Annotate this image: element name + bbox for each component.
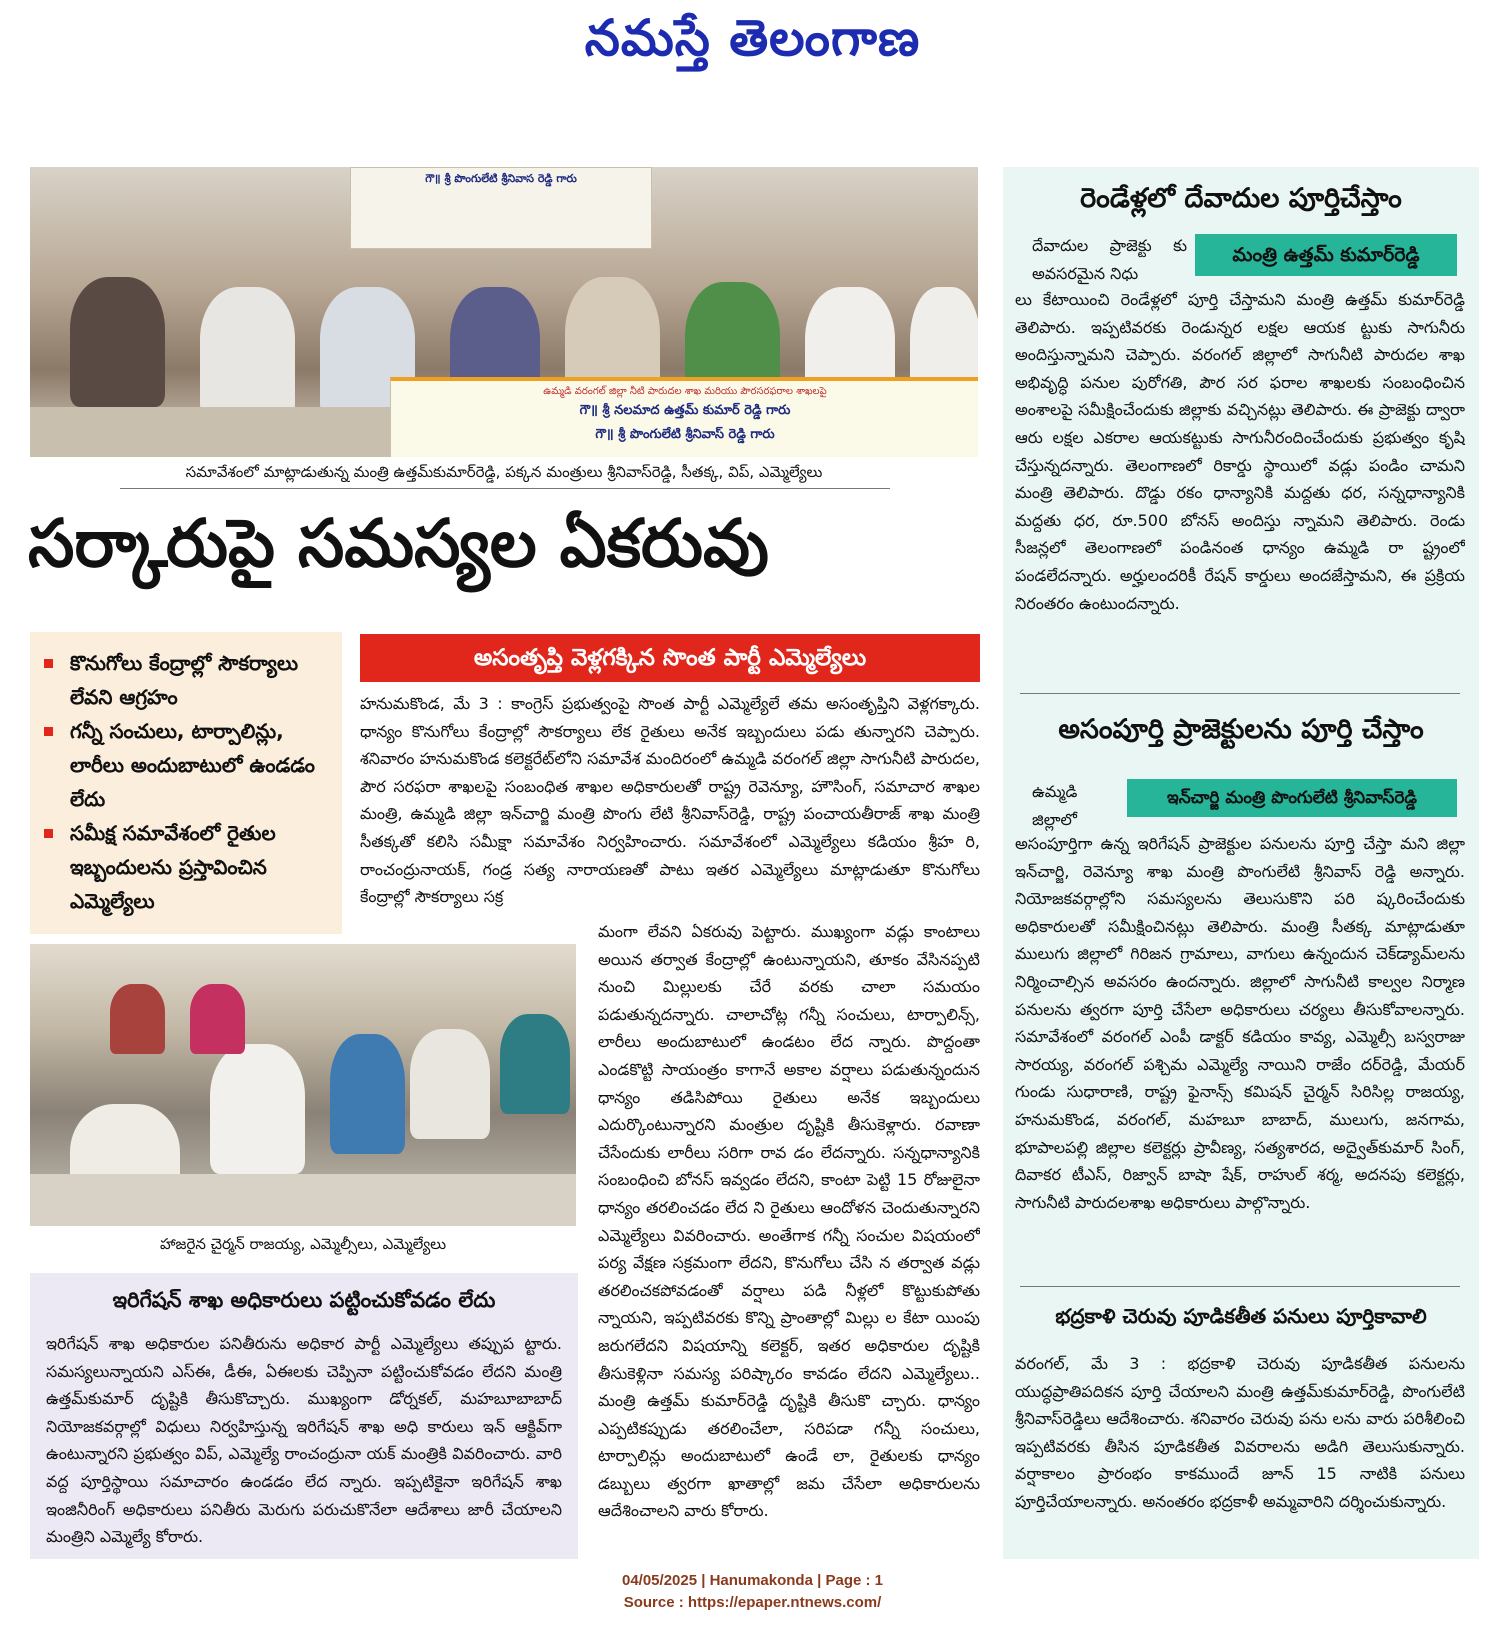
right-story-1-text xyxy=(1015,286,1465,676)
highlight-item: సమీక్ష సమావేశంలో రైతుల ఇబ్బందులను ప్రస్తావించిన ఎమ్మెల్యేలు xyxy=(40,816,332,918)
right-story-2-text xyxy=(1015,830,1465,1280)
main-story-paragraph: మంగా లేవని ఏకరువు పెట్టారు. ముఖ్యంగా వడ్లు కాంటాలు అయిన తర్వాత కేంద్రాల్లో ఉంటున్నాయని, తూకం వేసినప్పటి నుంచి మిల్లులకు చేరే వరకు చాలా సమయం పడుతున్నదన్నారు. చాలాచోట్ల గన్నీ సంచులు, టార్పాలిన్స్, లారీలు అందుబాటులో ఉండటం లేద న్నారు. పొద్దంతా ఎండకొట్టి సాయంత్రం కాగానే అకాల వర్షాలు పడుతున్నందున ధాన్యం తడిసిపోయి రైతులు అనేక ఇబ్బందులు ఎదుర్కొంటున్నారని మంత్రుల దృష్టికి తీసుకెళ్లారు. రవాణా చేసేందుకు లారీలు సరిగా రావ డం లేదన్నారు. సన్నధాన్యానికి సంబంధించి బోనస్ ఇవ్వడం లేదని, కాంటా పెట్టి 15 రోజులైనా ధాన్యం తరలించడం లేద ని రైతులు ఆందోళన చెందుతున్నారని ఎమ్మెల్యేలు వివరించారు. అంతేగాక గన్నీ సంచుల విషయంలో పర్య వేక్షణ సక్రమంగా లేదని, కొనుగోలు చేసి న తర్వాత వడ్లు తరలించకపోవడంతో వర్షాలు పడి నీళ్లలో కొట్టుకుపోతు న్నాయని, ఇప్పటివరకు కొన్ని ప్రాంతాల్లో మిల్లు ల కేటా యింపు జరుగలేదని విషయాన్ని కలెక్టర్, ఇతర అధికారుల దృష్టికి తీసుకెళ్లినా సమస్య పరిష్కారం కావడం లేదని ఎమ్మెల్యేలు.. మంత్రి ఉత్తమ్ కుమార్‌రెడ్డి దృష్టికి తీసుకొ చ్చారు. ధాన్యం ఎప్పటికప్పుడు తరలించేలా, సరిపడా గన్నీ సంచులు, టార్పాలిన్లు అందుబాటులో ఉండే లా, రైతులకు ధాన్యం డబ్బులు త్వరగా ఖాతాల్లో జమ చేసేలా అధికారులను ఆదేశించాలని వారు కోరారు. xyxy=(598,922,980,1521)
right-story-1-lead xyxy=(1032,232,1187,287)
banner-top-text: గౌ॥ శ్రీ పొంగులేటి శ్రీనివాస రెడ్డి గారు xyxy=(425,172,577,185)
main-story-part-2 xyxy=(598,918,980,1554)
top-photo xyxy=(30,167,978,457)
right-story-2-lead xyxy=(1032,778,1112,833)
caption-underline xyxy=(120,488,890,489)
right-story-1-paragraph: లు కేటాయించి రెండేళ్లలో పూర్తి చేస్తామని మంత్రి ఉత్తమ్ కుమార్‌రెడ్డి తెలిపారు. ఇప్పటివరకు రెండున్నర లక్షల ఆయక ట్టుకు సాగునీరు అందిస్తున్నామని చెప్పారు. వరంగల్ జిల్లాలో సాగునీటి పారుదల శాఖ అభివృద్ధి పనుల పురోగతి, పౌర సర ఫరాల శాఖలకు సంబంధించిన అంశాలపై సమీక్షించేందుకు జిల్లాకు వచ్చినట్లు తెలిపారు. ఈ ప్రాజెక్టు ద్వారా ఆరు లక్షల ఎకరాల ఆయకట్టుకు సాగునీరందించేందుకు ప్రభుత్వం కృషి చేస్తున్నదన్నారు. తెలంగాణలో రికార్డు స్థాయిలో వడ్లు పండిం చామని మంత్రి తెలిపారు. దొడ్డు రకం ధాన్యానికి మద్దతు ధర, సన్నధాన్యానికి మద్దతు ధర, రూ.500 బోనస్ అందిస్తు న్నామని తెలిపారు. రెండు సీజన్లలో తెలంగాణలో పండినంత ధాన్యం ఉమ్మడి రా ష్ట్రంలో పండలేదన్నారు. అర్హులందరికీ రేషన్ కార్డులు అందజేస్తామని, ఈ ప్రక్రియ నిరంతరం ఉంటుందన్నారు. xyxy=(1015,290,1465,613)
right-story-2-heading: అసంపూర్తి ప్రాజెక్టులను పూర్తి చేస్తాం xyxy=(1058,714,1424,745)
right-column-divider xyxy=(1020,693,1460,694)
photo-backdrop-banner xyxy=(350,167,652,249)
footer-source-line: Source : https://epaper.ntnews.com/ xyxy=(623,1594,882,1611)
highlight-item: గన్నీ సంచులు, టార్పాలిన్లు, లారీలు అందుబాటులో ఉండడం లేదు xyxy=(40,714,332,816)
right-story-2-tag: ఇన్‌చార్జి మంత్రి పొంగులేటి శ్రీనివాస్‌రెడ్డి xyxy=(1127,779,1457,817)
irrigation-paragraph: ఇరిగేషన్ శాఖ అధికారుల పనితీరును అధికార పార్టీ ఎమ్మెల్యేలు తప్పుప ట్టారు. సమస్యలున్నాయని ఎస్ఈ, డీఈ, ఏఈలకు చెప్పినా పట్టించుకోవడం లేదని మంత్రి ఉత్తమ్‌కుమార్ దృష్టికి తీసుకొచ్చారు. ముఖ్యంగా డోర్నకల్, మహబూబాబాద్ నియోజకవర్గాల్లో విధులు నిర్వహిస్తున్న ఇరిగేషన్ శాఖ అధి కారులు ఇన్ ఆక్టివ్‌గా ఉంటున్నారని ప్రభుత్వం విప్, ఎమ్మెల్యే రాంచంద్రునా యక్ మంత్రికి వివరించారు. వారి వద్ద పూర్తిస్థాయి సమాచారం ఉండడం లేద న్నారు. ఇప్పటికైనా ఇరిగేషన్ శాఖ ఇంజినీరింగ్ అధికారులు పనితీరు మెరుగు పరుచుకొనేలా ఆదేశాలు జారీ చేయాలని మంత్రిని ఎమ్మెల్యే కోరారు. xyxy=(46,1334,562,1547)
right-story-2-paragraph: అసంపూర్తిగా ఉన్న ఇరిగేషన్ ప్రాజెక్టుల పనులను పూర్తి చేస్తా మని జిల్లా ఇన్‌చార్జి, రెవెన్యూ శాఖ మంత్రి పొంగులేటి శ్రీనివాస్ రెడ్డి అన్నారు. నియోజకవర్గాల్లోని సమస్యలను తెలుసుకొని పరి ష్కరించేందుకు అధికారులతో సమీక్షించినట్లు తెలిపారు. మంత్రి సీతక్క మాట్లాడుతూ ములుగు జిల్లాలో గిరిజన గ్రామాలు, వాగులు ఉన్నందున చెక్‌డ్యామ్‌లను నిర్మించాల్సిన అవసరం ఉందన్నారు. జిల్లాలో సాగునీటి కాల్వల నిర్మాణ పనులను త్వరగా పూర్తి చేసేలా అధికారులు చర్యలు తీసుకోవాలన్నారు. సమావేశంలో వరంగల్ ఎంపీ డాక్టర్ కడియం కావ్య, ఎమ్మెల్సీ బస్వరాజు సారయ్య, వరంగల్ పశ్చిమ ఎమ్మెల్యే నాయిని రాజేం దర్‌రెడ్డి, మేయర్ గుండు సుధారాణి, రాష్ట్ర ఫైనాన్స్ కమిషన్ చైర్మన్ సిరిసిల్ల రాజయ్య, హనుమకొండ, వరంగల్, మహబూ బాబాద్, ములుగు, జనగామ, భూపాలపల్లి జిల్లాల కలెక్టర్లు ప్రావీణ్య, సత్యశారద, అద్వైత్‌కుమార్ సింగ్, దివాకర టీఎస్, రిజ్వాన్ బాషా షేక్, రాహుల్ శర్మ, అదనపు కలెక్టర్లు, సాగునీటి పారుదలశాఖ అధికారులు పాల్గొన్నారు. xyxy=(1015,834,1465,1212)
person-silhouette xyxy=(70,277,165,407)
second-photo-caption: హాజరైన చైర్మన్ రాజయ్య, ఎమ్మెల్సీలు, ఎమ్మెల్యేలు xyxy=(159,1235,447,1253)
irrigation-heading: ఇరిగేషన్ శాఖ అధికారులు పట్టించుకోవడం లేదు xyxy=(112,1288,496,1312)
main-headline: సర్కారుపై సమస్యల ఏకరువు xyxy=(28,505,769,582)
conference-table xyxy=(30,407,390,457)
main-story-paragraph: హనుమకొండ, మే 3 : కాంగ్రెస్ ప్రభుత్వంపై సొంత పార్టీ ఎమ్మెల్యేలే తమ అసంతృప్తిని వెళ్లగక్కారు. ధాన్యం కొనుగోలు కేంద్రాల్లో సౌకర్యాలు లేక రైతులు అనేక ఇబ్బందులు పడు తున్నారని చెప్పారు. శనివారం హనుమకొండ కలెక్టరేట్‌లోని సమావేశ మందిరంలో ఉమ్మడి వరంగల్ జిల్లా సాగునీటి పారుదల, పౌర సరఫరా శాఖలపై సంబంధిత శాఖల అధికారులతో రాష్ట్ర రెవెన్యూ, హౌసింగ్, సమాచార శాఖల మంత్రి, ఉమ్మడి జిల్లా ఇన్‌చార్జి మంత్రి పొంగు లేటి శ్రీనివాస్‌రెడ్డి, రాష్ట్ర పంచాయతీరాజ్ శాఖ మంత్రి సీతక్కతో కలిసి సమీక్షా సమావేశం నిర్వహించారు. సమావేశంలో ఎమ్మెల్యేలు కడియం శ్రీహ రి, రాంచంద్రునాయక్, గండ్ర సత్య నారాయణతో పాటు ఇతర ఎమ్మెల్యేలు మాట్లాడుతూ కొనుగోలు కేంద్రాల్లో సౌకర్యాలు సక్ర xyxy=(360,694,980,907)
right-story-1-tag: మంత్రి ఉత్తమ్ కుమార్‌రెడ్డి xyxy=(1195,234,1457,276)
conference-table xyxy=(30,1174,576,1226)
right-column-divider xyxy=(1020,1286,1460,1287)
footer-date-line: 04/05/2025 | Hanumakonda | Page : 1 xyxy=(621,1572,883,1589)
front-banner-line-3: గౌ॥ శ్రీ పొంగులేటి శ్రీనివాస్ రెడ్డి గారు xyxy=(595,427,775,442)
photo-front-banner xyxy=(390,377,978,457)
person-silhouette xyxy=(210,1044,305,1174)
right-story-3-paragraph: వరంగల్, మే 3 : భద్రకాళి చెరువు పూడికతీత పనులను యుద్ధప్రాతిపదికన పూర్తి చేయాలని మంత్రి ఉత్తమ్‌కుమార్‌రెడ్డి, పొంగులేటి శ్రీనివాస్‌రెడ్డిలు ఆదేశించారు. శనివారం చెరువు పను లను వారు పరిశీలించి ఇప్పటివరకు తీసిన పూడికతీత వివరాలను అడిగి తెలుసుకున్నారు. వర్షాకాలం ప్రారంభం కాకముందే జూన్ 15 నాటికి పనులు పూర్తిచేయాలన్నారు. అనంతరం భద్రకాళీ అమ్మవారిని దర్శించుకున్నారు. xyxy=(1015,1354,1465,1511)
person-silhouette xyxy=(500,1014,570,1114)
masthead-title: నమస్తే తెలంగాణ xyxy=(584,8,921,67)
subheadline-bar: అసంతృప్తి వెళ్లగక్కిన సొంత పార్టీ ఎమ్మెల్యేలు xyxy=(360,634,980,682)
person-silhouette xyxy=(110,984,165,1054)
highlights-box xyxy=(30,632,342,934)
person-silhouette xyxy=(410,1029,490,1139)
front-banner-line-2: గౌ॥ శ్రీ నలమాద ఉత్తమ్ కుమార్ రెడ్డి గారు xyxy=(579,403,791,418)
right-story-1-lead-text: దేవాదుల ప్రాజెక్టు కు అవసరమైన నిధు xyxy=(1032,236,1187,283)
right-story-2-lead-text: ఉమ్మడి జిల్లాలో xyxy=(1032,782,1078,829)
person-silhouette xyxy=(200,287,295,417)
person-silhouette xyxy=(330,1034,405,1154)
second-photo xyxy=(30,944,576,1226)
right-story-1-heading: రెండేళ్లలో దేవాదుల పూర్తిచేస్తాం xyxy=(1080,183,1402,214)
top-photo-caption: సమావేశంలో మాట్లాడుతున్న మంత్రి ఉత్తమ్‌కుమార్‌రెడ్డి, పక్కన మంత్రులు శ్రీనివాస్‌రెడ్డి, సీతక్క, విప్, ఎమ్మెల్యేలు xyxy=(185,463,823,481)
front-banner-line-1: ఉమ్మడి వరంగల్ జిల్లా నీటి పారుదల శాఖ మరియు పౌరసరఫరాల శాఖలపై xyxy=(543,386,827,397)
main-story-part-1 xyxy=(360,690,980,918)
person-silhouette xyxy=(190,984,245,1054)
right-story-3-heading: భద్రకాళి చెరువు పూడికతీత పనులు పూర్తికావాలి xyxy=(1055,1304,1427,1328)
right-story-3-text xyxy=(1015,1350,1465,1550)
irrigation-text xyxy=(46,1330,562,1554)
highlight-item: కొనుగోలు కేంద్రాల్లో సౌకర్యాలు లేవని ఆగ్రహం xyxy=(40,646,332,714)
